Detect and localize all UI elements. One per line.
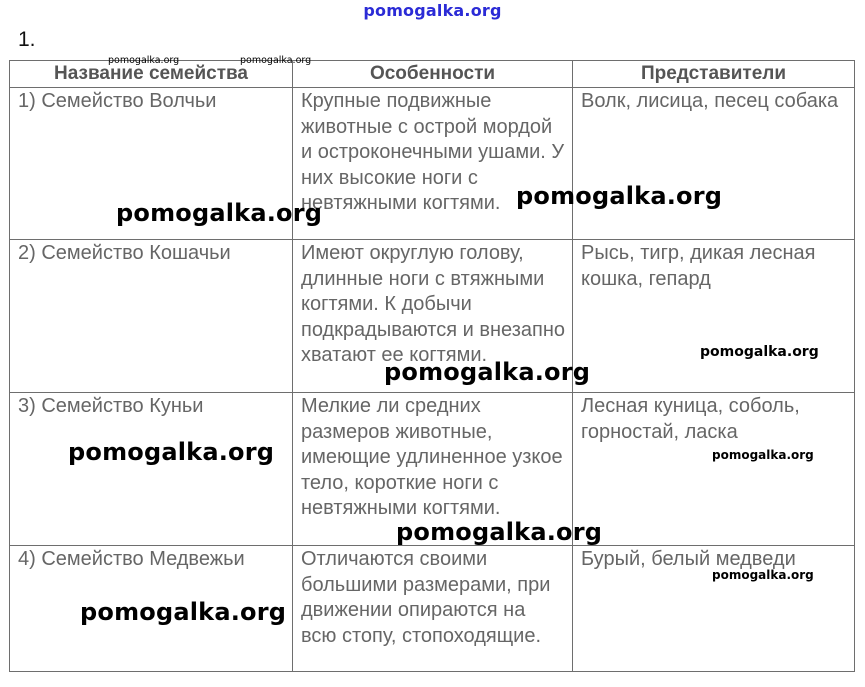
watermark: pomogalka.org — [712, 448, 814, 462]
column-header-features: Особенности — [293, 61, 573, 88]
watermark: pomogalka.org — [68, 438, 275, 466]
representatives-cell: Бурый, белый медведи — [573, 546, 855, 672]
watermark: pomogalka.org — [80, 598, 287, 626]
family-cell: 1) Семейство Волчьи — [10, 88, 293, 240]
family-cell: 2) Семейство Кошачьи — [10, 240, 293, 393]
task-number: 1. — [18, 28, 36, 51]
features-cell: Мелкие ли средних размеров животные, имеющие удлиненное узкое тело, короткие ноги с невтяжными когтями. — [293, 393, 573, 546]
watermark: pomogalka.org — [516, 182, 723, 210]
family-cell: 4) Семейство Медвежьи — [10, 546, 293, 672]
watermark: pomogalka.org — [700, 344, 819, 360]
watermark: pomogalka.org — [116, 199, 323, 227]
watermark: pomogalka.org — [384, 358, 591, 386]
representatives-cell: Рысь, тигр, дикая лесная кошка, гепард — [573, 240, 855, 393]
features-cell: Крупные подвижные животные с острой мордой и остроконечными ушами. У них высокие ноги с невтяжными когтями. — [293, 88, 573, 240]
representatives-cell: Волк, лисица, песец собака — [573, 88, 855, 240]
column-header-family: Название семейства — [10, 61, 293, 88]
watermark: pomogalka.org — [108, 55, 180, 66]
representatives-cell: Лесная куница, соболь, горностай, ласка — [573, 393, 855, 546]
watermark: pomogalka.org — [396, 518, 603, 546]
features-cell: Отличаются своими большими размерами, при движении опираются на всю стопу, стопоходящие. — [293, 546, 573, 672]
watermark: pomogalka.org — [712, 568, 814, 582]
column-header-representatives: Представители — [573, 61, 855, 88]
family-cell: 3) Семейство Куньи — [10, 393, 293, 546]
watermark: pomogalka.org — [240, 55, 312, 66]
features-cell: Имеют округлую голову, длинные ноги с втяжными когтями. К добычи подкрадываются и внезапно хватают ее когтями. — [293, 240, 573, 393]
site-header-link[interactable]: pomogalka.org — [363, 1, 502, 20]
